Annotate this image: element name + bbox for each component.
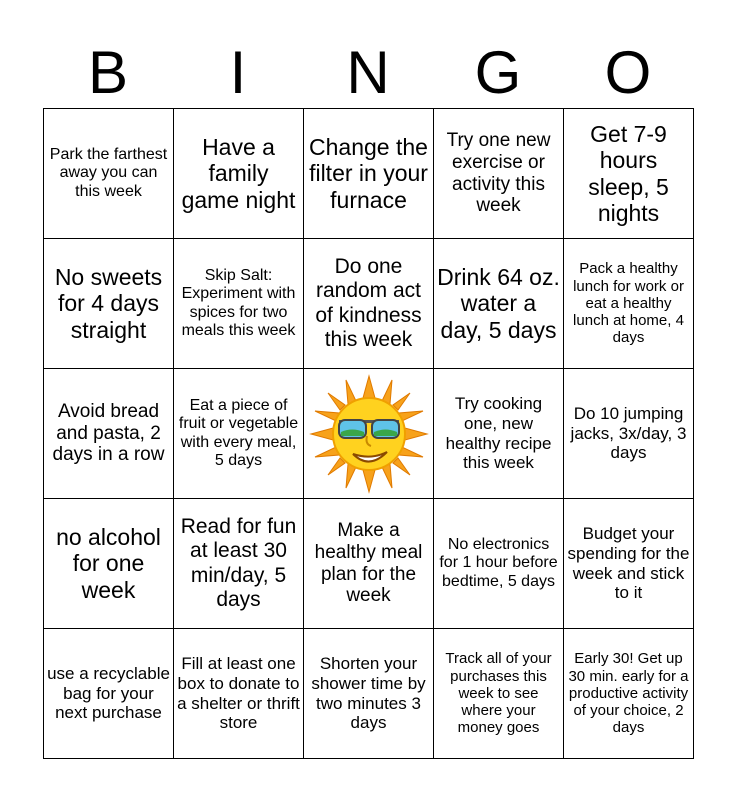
bingo-cell[interactable] [174, 629, 304, 759]
cell-text: Budget your spending for the week and stick to it [567, 524, 690, 603]
cell-text: Avoid bread and pasta, 2 days in a row [52, 400, 165, 466]
bingo-cell[interactable] [434, 369, 564, 499]
bingo-cell[interactable] [44, 109, 174, 239]
cell-text: Try one new exercise or activity this week [446, 129, 551, 217]
bingo-cell[interactable] [44, 629, 174, 759]
board-row-4 [44, 499, 694, 629]
header-letter-g: G [474, 39, 522, 106]
bingo-cell[interactable] [304, 239, 434, 369]
cell-text: Change the filter in your furnace [309, 133, 428, 213]
free-space-cell[interactable] [304, 369, 434, 499]
cell-text: Pack a healthy lunch for work or eat a healthy lunch at home, 4 days [573, 260, 684, 347]
bingo-cell[interactable] [44, 369, 174, 499]
cell-text: no alcohol for one week [56, 523, 161, 603]
header-letter-b: B [87, 39, 129, 106]
bingo-cell[interactable] [434, 109, 564, 239]
bingo-cell[interactable] [174, 499, 304, 629]
bingo-cell[interactable] [564, 499, 694, 629]
cell-text: Skip Salt: Experiment with spices for two meals this week [181, 266, 296, 339]
bingo-cell[interactable] [304, 629, 434, 759]
cell-text: No electronics for 1 hour before bedtime, 5 days [439, 535, 558, 590]
bingo-board [43, 108, 694, 759]
bingo-header [43, 38, 693, 108]
cell-text: Early 30! Get up 30 min. early for a productive activity of your choice, 2 days [568, 650, 689, 737]
cell-text: Read for fun at least 30 min/day, 5 days [180, 515, 297, 611]
cell-text: Drink 64 oz. water a day, 5 days [437, 263, 560, 343]
board-row-5 [44, 629, 694, 759]
bingo-cell[interactable] [44, 239, 174, 369]
board-row-1 [44, 109, 694, 239]
board-row-2 [44, 239, 694, 369]
bingo-cell[interactable] [564, 629, 694, 759]
bingo-cell[interactable] [304, 499, 434, 629]
board-row-3 [44, 369, 694, 499]
header-letter-i: I [229, 39, 247, 106]
cell-text: Eat a piece of fruit or vegetable with every meal, 5 days [178, 396, 299, 469]
cell-text: Do 10 jumping jacks, 3x/day, 3 days [570, 404, 687, 463]
cell-text: No sweets for 4 days straight [54, 263, 163, 343]
bingo-cell[interactable] [564, 109, 694, 239]
bingo-cell[interactable] [174, 369, 304, 499]
bingo-cell[interactable] [174, 109, 304, 239]
cell-text: Shorten your shower time by two minutes 3 days [311, 654, 426, 733]
bingo-cell[interactable] [564, 369, 694, 499]
sun-with-sunglasses-icon [309, 374, 429, 494]
bingo-cell[interactable] [434, 239, 564, 369]
bingo-cell[interactable] [434, 629, 564, 759]
bingo-cell[interactable] [564, 239, 694, 369]
cell-text: Make a healthy meal plan for the week [314, 519, 423, 607]
cell-text: Park the farthest away you can this week [49, 145, 168, 200]
cell-text: Try cooking one, new healthy recipe this week [445, 394, 552, 473]
bingo-cell[interactable] [434, 499, 564, 629]
cell-text: Do one random act of kindness this week [315, 255, 422, 351]
cell-text: use a recyclable bag for your next purchase [47, 664, 170, 723]
header-letter-o: O [604, 39, 652, 106]
bingo-cell[interactable] [174, 239, 304, 369]
header-letter-n: N [346, 39, 390, 106]
bingo-cell[interactable] [304, 109, 434, 239]
cell-text: Fill at least one box to donate to a shelter or thrift store [177, 654, 300, 733]
cell-text: Track all of your purchases this week to see where your money goes [445, 650, 552, 737]
cell-text: Have a family game night [181, 133, 296, 213]
bingo-cell[interactable] [44, 499, 174, 629]
cell-text: Get 7-9 hours sleep, 5 nights [588, 120, 669, 226]
